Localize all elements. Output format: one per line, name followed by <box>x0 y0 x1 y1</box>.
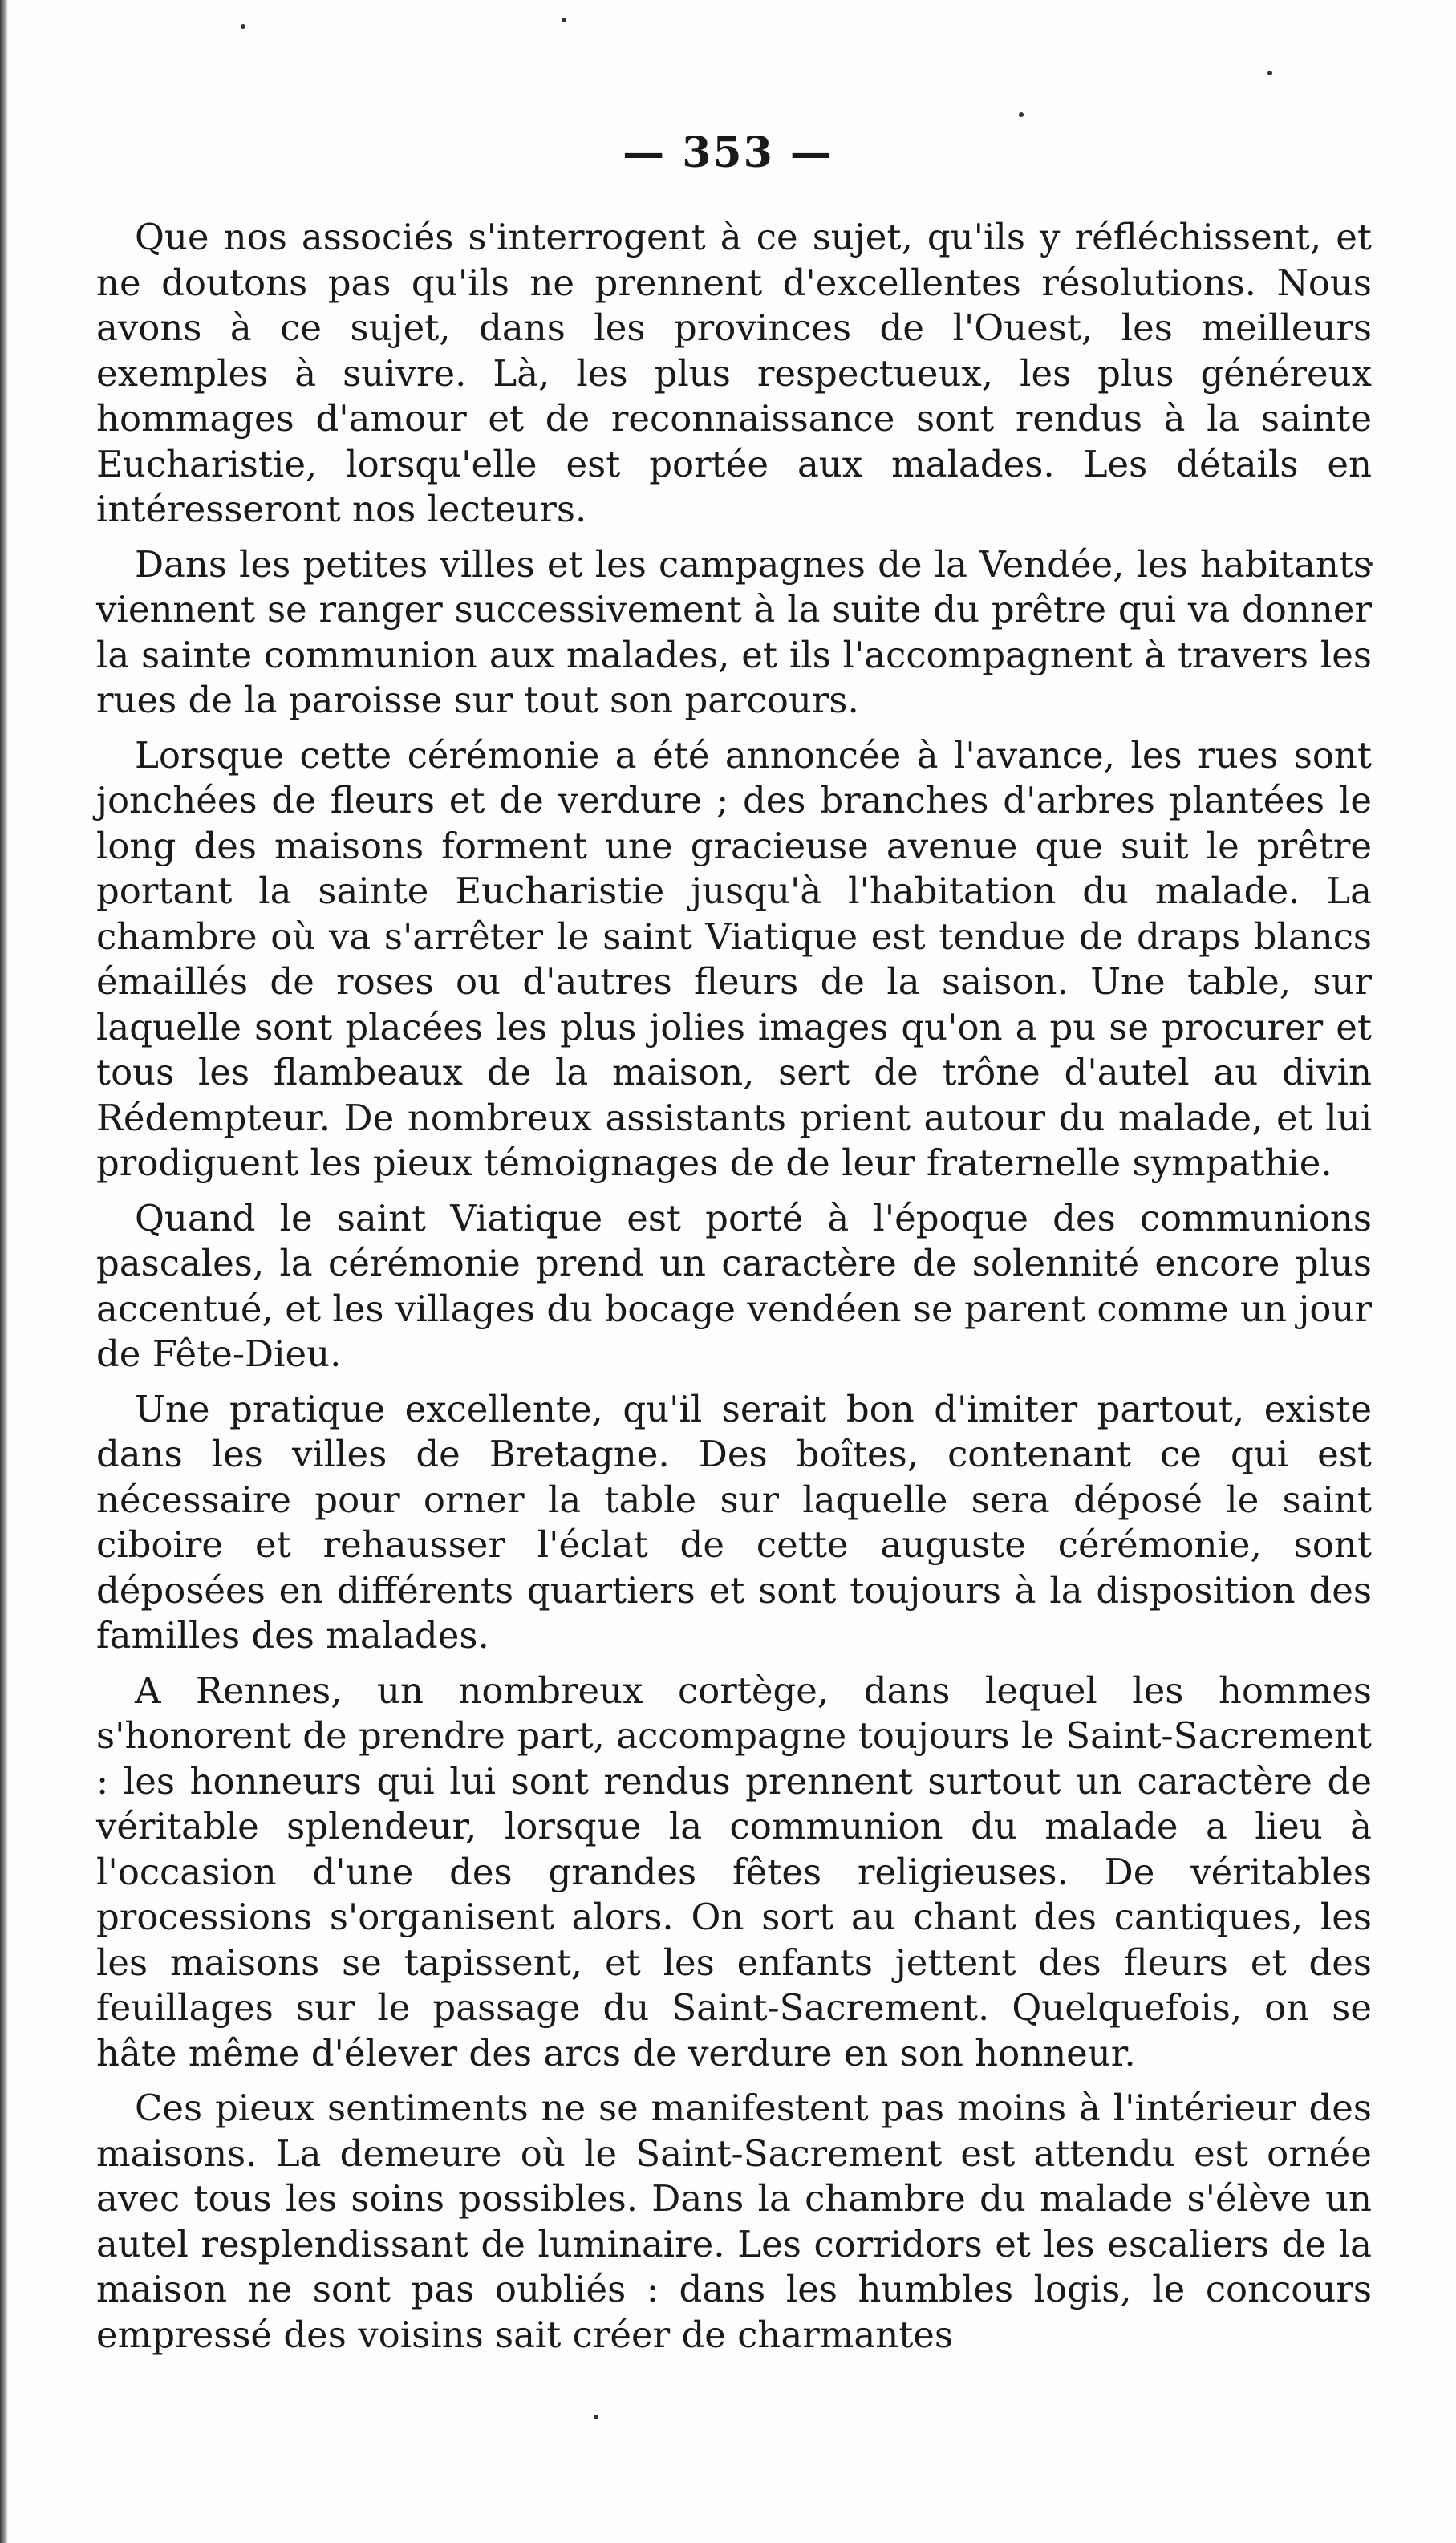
paragraph-1: Que nos associés s'interrogent à ce sujet, qu'ils y réfléchissent, et ne doutons pas qu'ils ne prennent d'excellentes résolutions. Nous avons à ce sujet, dans les provinces de l'Ouest, les meilleurs exemples à suivre. Là, les plus respectueux, les plus généreux hommages d'amour et de reconnaissance sont rendus à la sainte Eucharistie, lorsqu'elle est portée aux malades. Les détails en intéresseront nos lecteurs. <box>96 216 1372 530</box>
paragraph-3: Lorsque cette cérémonie a été annoncée à l'avance, les rues sont jonchées de fleurs et de verdure ; des branches d'arbres plantées le long des maisons forment une gracieuse avenue que suit le prêtre portant la sainte Eucharistie jusqu'à l'habitation du malade. La chambre où va s'arrêter le saint Viatique est tendue de draps blancs émaillés de roses ou d'autres fleurs de la saison. Une table, sur laquelle sont placées les plus jolies images qu'on a pu se procurer et tous les flambeaux de la maison, sert de trône d'autel au divin Rédempteur. De nombreux assistants prient autour du malade, et lui prodiguent les pieux témoignages de de leur fraternelle sympathie. <box>96 733 1372 1184</box>
paragraph-5: Une pratique excellente, qu'il serait bon d'imiter partout, existe dans les villes de Bretagne. Des boîtes, contenant ce qui est nécessaire pour orner la table sur laquelle sera déposé le saint ciboire et rehausser l'éclat de cette auguste cérémonie, sont déposées en différents quartiers et sont toujours à la disposition des familles des malades. <box>96 1387 1372 1657</box>
print-speck <box>1267 71 1272 75</box>
print-speck <box>562 18 566 22</box>
paragraph-4: Quand le saint Viatique est porté à l'époque des communions pascales, la cérémonie prend un caractère de solennité encore plus accentué, et les villages du bocage vendéen se parent comme un jour de Fête-Dieu. <box>96 1196 1372 1375</box>
paragraph-2: Dans les petites villes et les campagnes de la Vendée, les habitants viennent se ranger successivement à la suite du prêtre qui va donner la sainte communion aux malades, et ils l'accompagnent à travers les rues de la paroisse sur tout son parcours. <box>96 542 1372 721</box>
body-text <box>96 215 1372 2367</box>
print-speck <box>241 24 245 29</box>
paragraph-6: A Rennes, un nombreux cortège, dans lequel les hommes s'honorent de prendre part, accompagne toujours le Saint-Sacrement : les honneurs qui lui sont rendus prennent surtout un caractère de véritable splendeur, lorsque la communion du malade a lieu à l'occasion d'une des grandes fêtes religieuses. De véritables processions s'organisent alors. On sort au chant des cantiques, les les maisons se tapissent, et les enfants jettent des fleurs et des feuillages sur le passage du Saint-Sacrement. Quelquefois, on se hâte même d'élever des arcs de verdure en son honneur. <box>96 1669 1372 2075</box>
print-speck <box>1019 112 1024 117</box>
page-number: — 353 — <box>623 128 833 177</box>
paragraph-7: Ces pieux sentiments ne se manifestent pas moins à l'intérieur des maisons. La demeure où le Saint-Sacrement est attendu est ornée avec tous les soins possibles. Dans la chambre du malade s'élève un autel resplendissant de luminaire. Les corridors et les escaliers de la maison ne sont pas oubliés : dans les humbles logis, le concours empressé des voisins sait créer de charmantes <box>96 2087 1372 2356</box>
print-speck <box>594 2415 598 2419</box>
page-binding-edge <box>0 0 8 2543</box>
